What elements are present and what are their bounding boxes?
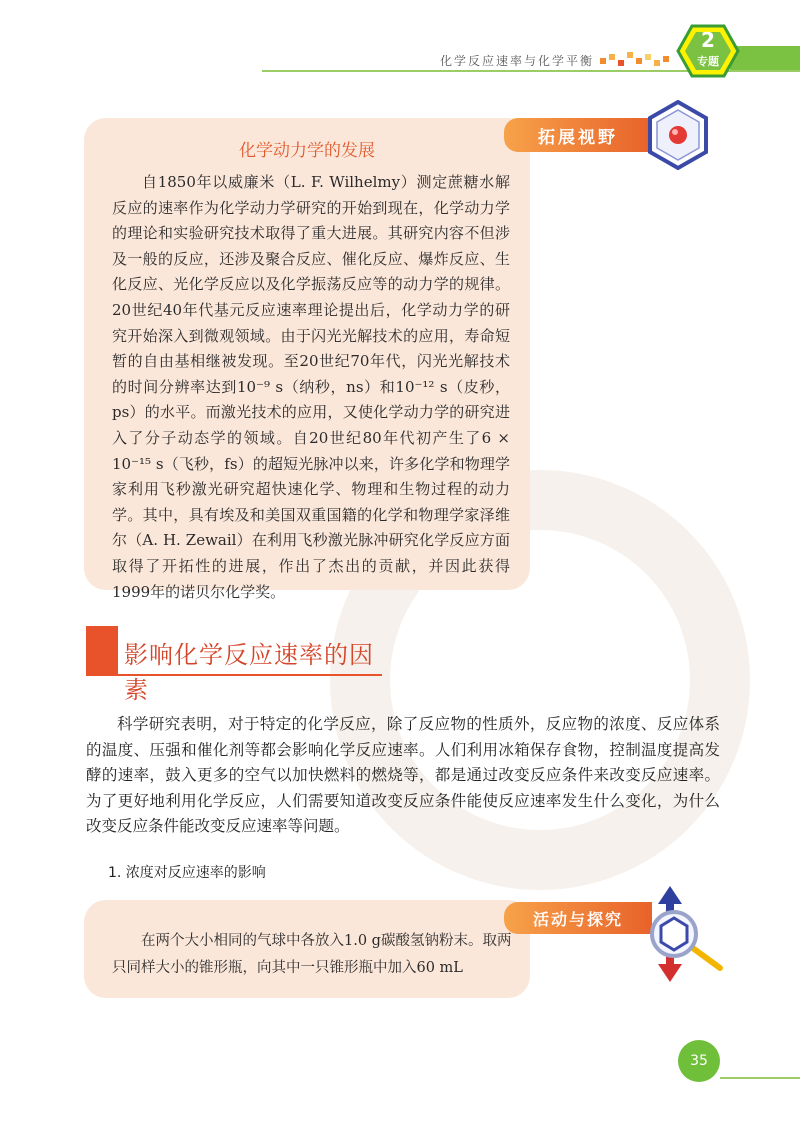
decorative-squares xyxy=(600,50,680,70)
subsection-heading: 1. 浓度对反应速率的影响 xyxy=(108,865,266,881)
footer-rule xyxy=(720,1077,800,1079)
extension-title: 化学动力学的发展 xyxy=(239,141,375,161)
atom-hexagon-icon xyxy=(646,100,710,170)
running-title: 化学反应速率与化学平衡 xyxy=(440,54,595,68)
magnifier-arrows-icon xyxy=(640,884,730,984)
section-heading-bar xyxy=(86,626,118,674)
extension-box xyxy=(84,118,530,601)
chapter-badge xyxy=(676,24,740,78)
chapter-number: 2 xyxy=(701,28,715,52)
activity-box xyxy=(84,900,530,998)
section-title: 影响化学反应速率的因素 xyxy=(124,641,374,704)
activity-body: 在两个大小相同的气球中各放入1.0 g碳酸氢钠粉末。取两只同样大小的锥形瓶，向其中一只锥形瓶中加入60 mL xyxy=(112,933,512,976)
header-green-bar xyxy=(730,46,800,70)
section-paragraph: 科学研究表明，对于特定的化学反应，除了反应物的性质外，反应物的浓度、反应体系的温度、压强和催化剂等都会影响化学反应速率。人们利用冰箱保存食物，控制温度提高发酵的速率，鼓入更多的空气以加快燃料的燃烧等，都是通过改变反应条件来改变反应速率。为了更好地利用化学反应，人们需要知道改变反应条件能使反应速率发生什么变化，为什么改变反应条件能改变反应速率等问题。 xyxy=(86,715,720,835)
extension-body: 自1850年以威廉米（L. F. Wilhelmy）测定蔗糖水解反应的速率作为化学动力学研究的开始到现在，化学动力学的理论和实验研究技术取得了重大进展。其研究内容不但涉及一般的反应，还涉及聚合反应、催化反应、爆炸反应、生化反应、光化学反应以及化学振荡反应等的动力学的规律。20世纪40年代基元反应速率理论提出后，化学动力学的研究开始深入到微观领域。由于闪光光解技术的应用，寿命短暂的自由基相继被发现。至20世纪70年代，闪光光解技术的时间分辨率达到10⁻⁹ s（纳秒，ns）和10⁻¹² s（皮秒，ps）的水平。而激光技术的应用，又使化学动力学的研究进入了分子动态学的领域。自20世纪80年代初产生了6 × 10⁻¹⁵ s（飞秒，fs）的超短光脉冲以来，许多化学和物理学家利用飞秒激光研究超快速化学、物理和生物过程的动力学。其中，具有埃及和美国双重国籍的化学和物理学家泽维尔（A. H. Zewail）在利用飞秒激光脉冲研究化学反应方面取得了开拓性的进展，作出了杰出的贡献，并因此获得1999年的诺贝尔化学奖。 xyxy=(112,173,510,601)
section-heading xyxy=(86,626,386,704)
section-underline xyxy=(86,674,382,676)
activity-tag: 活动与探究 xyxy=(504,902,652,934)
chapter-label: 专题 xyxy=(697,55,719,68)
page-number: 35 xyxy=(678,1040,720,1082)
extension-tag: 拓展视野 xyxy=(504,118,652,152)
